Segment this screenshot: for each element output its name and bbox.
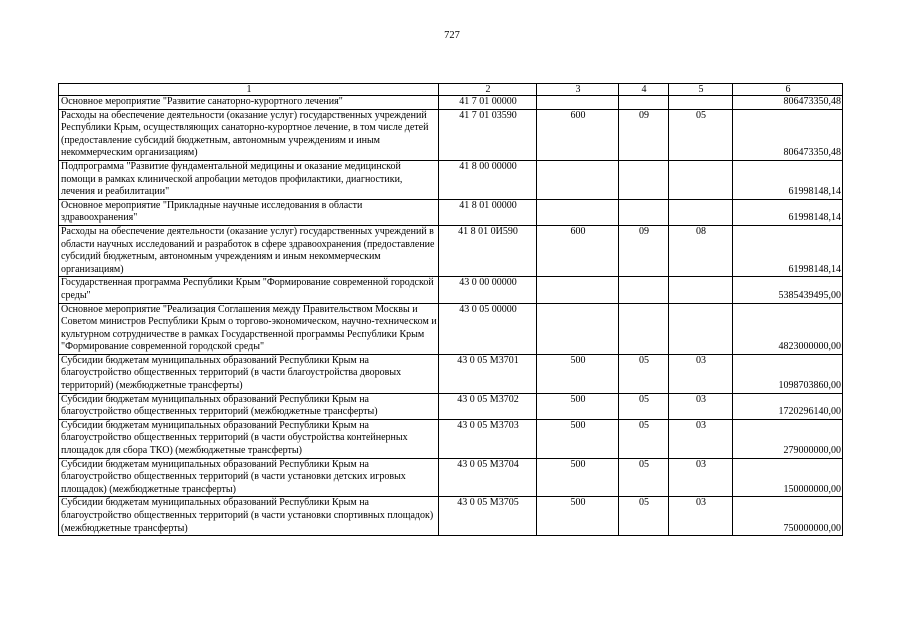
amount-cell: 61998148,14: [733, 225, 843, 276]
expense-type-cell: [537, 277, 619, 303]
expense-type-cell: 500: [537, 497, 619, 536]
target-code-cell: 41 8 00 00000: [439, 160, 537, 199]
section-cell: [619, 277, 669, 303]
subsection-cell: [669, 303, 733, 354]
column-header: 1: [59, 84, 439, 96]
column-header: 6: [733, 84, 843, 96]
table-row: [59, 225, 843, 276]
table-row: [59, 458, 843, 497]
subsection-cell: 03: [669, 419, 733, 458]
section-cell: 05: [619, 419, 669, 458]
subsection-cell: [669, 160, 733, 199]
amount-cell: 750000000,00: [733, 497, 843, 536]
subsection-cell: [669, 199, 733, 225]
target-code-cell: 43 0 05 00000: [439, 303, 537, 354]
target-code-cell: 43 0 05 M3704: [439, 458, 537, 497]
amount-cell: 150000000,00: [733, 458, 843, 497]
table-row: [59, 160, 843, 199]
table-body: [59, 84, 843, 536]
table-row: [59, 303, 843, 354]
item-name-cell: Основное мероприятие "Развитие санаторно-курортного лечения": [59, 96, 439, 110]
item-name-cell: Основное мероприятие "Реализация Соглашения между Правительством Москвы и Советом министров Республики Крым о торгово-экономическом, научно-техническом и культурном сотрудничестве в рамках Государственной программы Республики Крым "Формирование современной городской среды": [59, 303, 439, 354]
section-cell: [619, 199, 669, 225]
table-row: [59, 277, 843, 303]
expense-type-cell: 500: [537, 354, 619, 393]
item-name-cell: Подпрограмма "Развитие фундаментальной медицины и оказание медицинской помощи в рамках клинической апробации методов профилактики, диагностики, лечения и реабилитации": [59, 160, 439, 199]
table-row: [59, 419, 843, 458]
expense-type-cell: [537, 96, 619, 110]
item-name-cell: Основное мероприятие "Прикладные научные исследования в области здравоохранения": [59, 199, 439, 225]
section-cell: 05: [619, 458, 669, 497]
target-code-cell: 43 0 05 M3703: [439, 419, 537, 458]
item-name-cell: Расходы на обеспечение деятельности (оказание услуг) государственных учреждений Республики Крым, осуществляющих санаторно-курортное лечение, в том числе детей (предоставление субсидий бюджетным, автономным учреждениям и иным некоммерческим организациям): [59, 109, 439, 160]
expense-type-cell: [537, 303, 619, 354]
target-code-cell: 43 0 00 00000: [439, 277, 537, 303]
target-code-cell: 41 7 01 00000: [439, 96, 537, 110]
table-row: [59, 497, 843, 536]
table-header-row: [59, 84, 843, 96]
column-header: 2: [439, 84, 537, 96]
expense-type-cell: [537, 160, 619, 199]
amount-cell: 61998148,14: [733, 199, 843, 225]
section-cell: [619, 96, 669, 110]
target-code-cell: 43 0 05 M3705: [439, 497, 537, 536]
section-cell: 05: [619, 393, 669, 419]
page-number: 727: [444, 30, 460, 41]
expense-type-cell: 600: [537, 109, 619, 160]
section-cell: 05: [619, 354, 669, 393]
section-cell: [619, 160, 669, 199]
expense-type-cell: 500: [537, 419, 619, 458]
target-code-cell: 43 0 05 M3701: [439, 354, 537, 393]
amount-cell: 5385439495,00: [733, 277, 843, 303]
budget-table: [58, 83, 843, 536]
table-row: [59, 109, 843, 160]
amount-cell: 806473350,48: [733, 109, 843, 160]
amount-cell: 1098703860,00: [733, 354, 843, 393]
column-header: 4: [619, 84, 669, 96]
amount-cell: 806473350,48: [733, 96, 843, 110]
amount-cell: 4823000000,00: [733, 303, 843, 354]
amount-cell: 279000000,00: [733, 419, 843, 458]
subsection-cell: 05: [669, 109, 733, 160]
amount-cell: 61998148,14: [733, 160, 843, 199]
table-row: [59, 199, 843, 225]
expense-type-cell: [537, 199, 619, 225]
item-name-cell: Государственная программа Республики Крым "Формирование современной городской среды": [59, 277, 439, 303]
subsection-cell: 08: [669, 225, 733, 276]
target-code-cell: 43 0 05 M3702: [439, 393, 537, 419]
target-code-cell: 41 8 01 00000: [439, 199, 537, 225]
subsection-cell: [669, 277, 733, 303]
amount-cell: 1720296140,00: [733, 393, 843, 419]
subsection-cell: 03: [669, 458, 733, 497]
item-name-cell: Субсидии бюджетам муниципальных образований Республики Крым на благоустройство общественных территорий (в части установки детских игровых площадок) (межбюджетные трансферты): [59, 458, 439, 497]
item-name-cell: Субсидии бюджетам муниципальных образований Республики Крым на благоустройство общественных территорий (в части установки спортивных площадок) (межбюджетные трансферты): [59, 497, 439, 536]
section-cell: [619, 303, 669, 354]
expense-type-cell: 600: [537, 225, 619, 276]
column-header: 3: [537, 84, 619, 96]
item-name-cell: Расходы на обеспечение деятельности (оказание услуг) государственных учреждений в области научных исследований и разработок в сфере здравоохранения (предоставление субсидий бюджетным, автономным учреждениям и иным некоммерческим организациям): [59, 225, 439, 276]
table-row: [59, 354, 843, 393]
target-code-cell: 41 8 01 0И590: [439, 225, 537, 276]
subsection-cell: 03: [669, 497, 733, 536]
section-cell: 09: [619, 225, 669, 276]
table-row: [59, 393, 843, 419]
expense-type-cell: 500: [537, 393, 619, 419]
item-name-cell: Субсидии бюджетам муниципальных образований Республики Крым на благоустройство общественных территорий (в части благоустройства дворовых территорий) (межбюджетные трансферты): [59, 354, 439, 393]
item-name-cell: Субсидии бюджетам муниципальных образований Республики Крым на благоустройство общественных территорий (межбюджетные трансферты): [59, 393, 439, 419]
table-row: [59, 96, 843, 110]
column-header: 5: [669, 84, 733, 96]
subsection-cell: 03: [669, 354, 733, 393]
item-name-cell: Субсидии бюджетам муниципальных образований Республики Крым на благоустройство общественных территорий (в части обустройства контейнерных площадок для сбора ТКО) (межбюджетные трансферты): [59, 419, 439, 458]
section-cell: 05: [619, 497, 669, 536]
target-code-cell: 41 7 01 03590: [439, 109, 537, 160]
expense-type-cell: 500: [537, 458, 619, 497]
subsection-cell: [669, 96, 733, 110]
section-cell: 09: [619, 109, 669, 160]
subsection-cell: 03: [669, 393, 733, 419]
